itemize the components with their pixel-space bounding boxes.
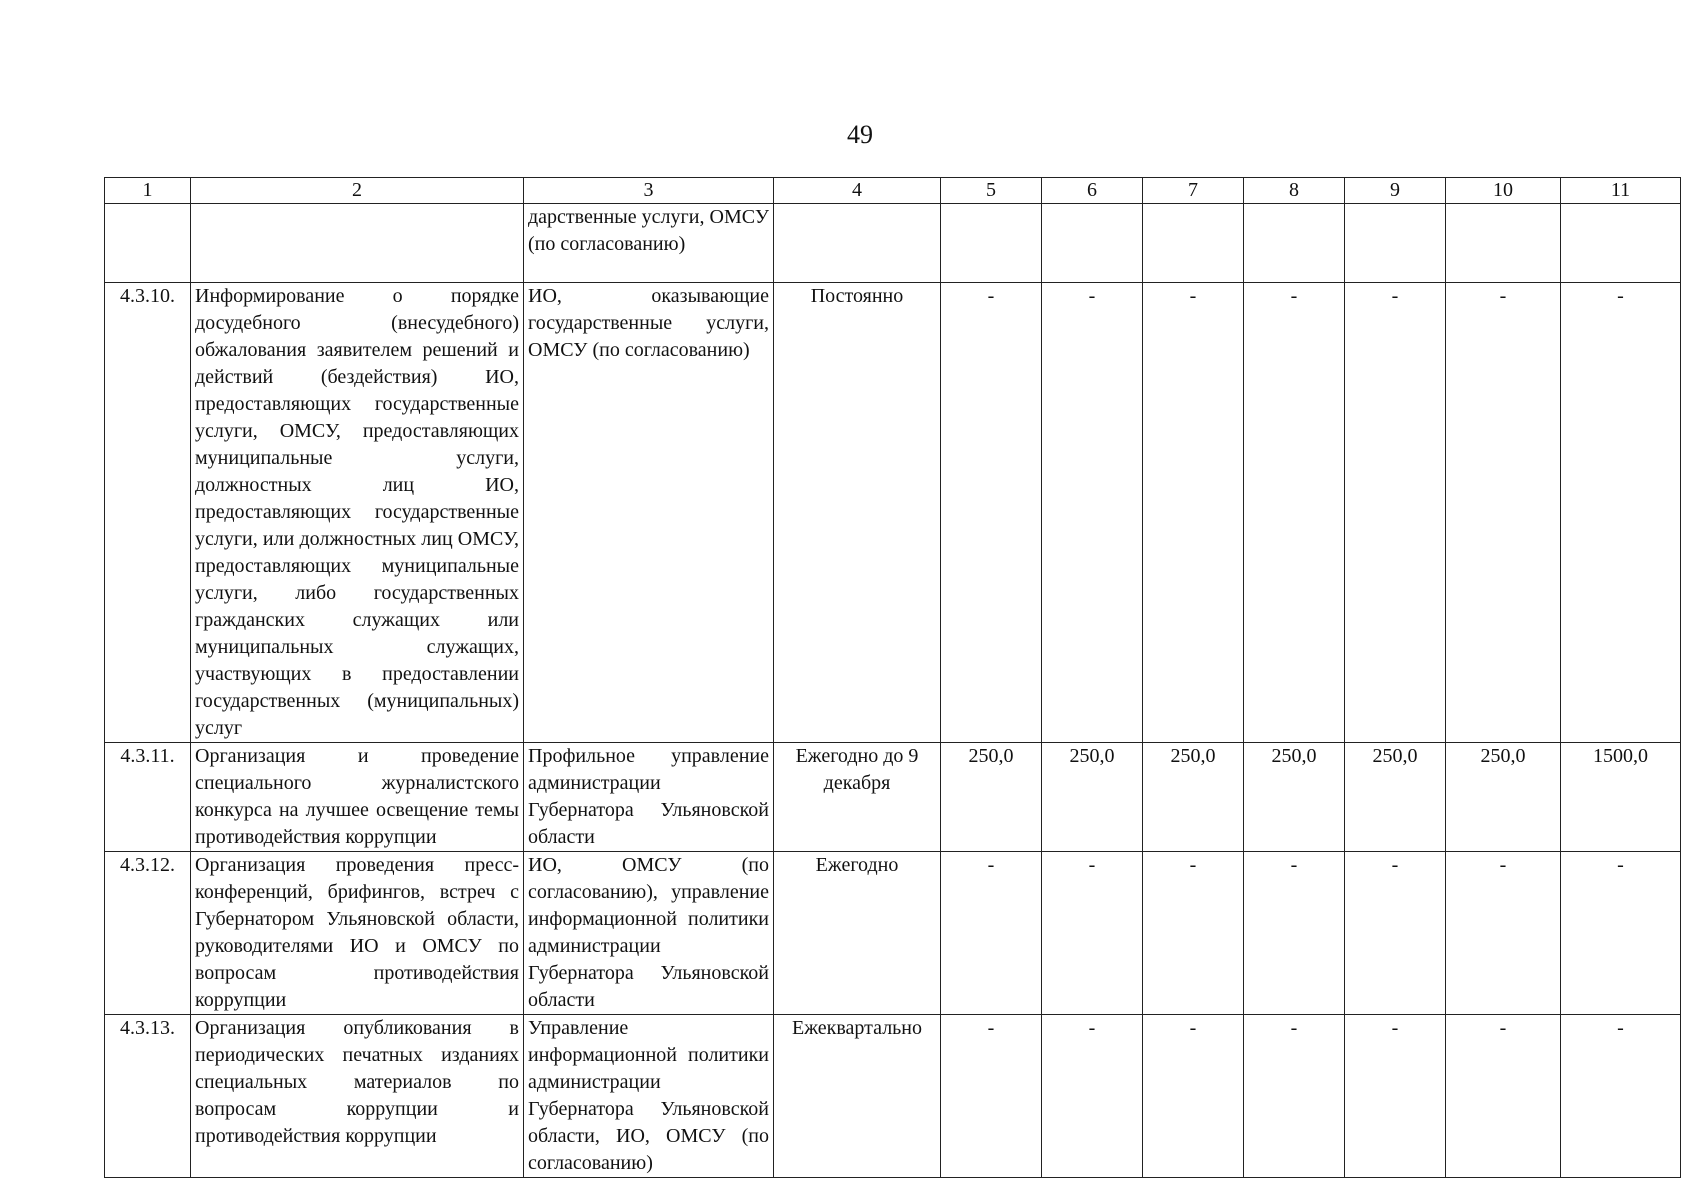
table-row xyxy=(105,1015,1681,1178)
value-cell xyxy=(1561,204,1681,283)
table-row xyxy=(105,743,1681,852)
value-cell xyxy=(1446,204,1561,283)
value-cell: - xyxy=(941,1015,1042,1178)
value-cell: - xyxy=(1446,852,1561,1015)
term-text: Постоянно xyxy=(774,283,941,743)
table-row xyxy=(105,204,1681,283)
measure-number: 4.3.10. xyxy=(105,283,191,743)
column-header: 4 xyxy=(774,178,941,204)
value-cell: - xyxy=(1561,852,1681,1015)
value-cell xyxy=(1143,204,1244,283)
value-cell: 250,0 xyxy=(941,743,1042,852)
value-cell: - xyxy=(1561,1015,1681,1178)
measure-text: Организация и проведение специального журналистского конкурса на лучшее освещение темы противодействия коррупции xyxy=(191,743,524,852)
value-cell: 250,0 xyxy=(1446,743,1561,852)
value-cell: - xyxy=(1244,1015,1345,1178)
executor-text: ИО, оказывающие государственные услуги, ОМСУ (по согласованию) xyxy=(524,283,774,743)
table-row xyxy=(105,852,1681,1015)
term-text: Ежеквартально xyxy=(774,1015,941,1178)
value-cell: 1500,0 xyxy=(1561,743,1681,852)
value-cell: 250,0 xyxy=(1143,743,1244,852)
term-text: Ежегодно до 9 декабря xyxy=(774,743,941,852)
executor-text: Управление информационной политики администрации Губернатора Ульяновской области, ИО, ОМСУ (по согласованию) xyxy=(524,1015,774,1178)
measure-number: 4.3.12. xyxy=(105,852,191,1015)
column-header: 7 xyxy=(1143,178,1244,204)
column-header: 6 xyxy=(1042,178,1143,204)
measure-number: 4.3.13. xyxy=(105,1015,191,1178)
executor-text: Профильное управление администрации Губернатора Ульяновской области xyxy=(524,743,774,852)
value-cell: - xyxy=(1446,283,1561,743)
value-cell: - xyxy=(941,852,1042,1015)
value-cell xyxy=(1345,204,1446,283)
value-cell xyxy=(941,204,1042,283)
executor-text: дарственные услуги, ОМСУ (по согласованию) xyxy=(524,204,774,283)
column-header: 9 xyxy=(1345,178,1446,204)
column-header: 1 xyxy=(105,178,191,204)
value-cell: - xyxy=(1042,283,1143,743)
executor-text: ИО, ОМСУ (по согласованию), управление информационной политики администрации Губернатора Ульяновской области xyxy=(524,852,774,1015)
measure-text: Организация опубликования в периодических печатных изданиях специальных материалов по вопросам коррупции и противодействия коррупции xyxy=(191,1015,524,1178)
value-cell: - xyxy=(1143,1015,1244,1178)
measure-text: Организация проведения пресс-конференций, брифингов, встреч с Губернатором Ульяновской области, руководителями ИО и ОМСУ по вопросам противодействия коррупции xyxy=(191,852,524,1015)
measure-number: 4.3.11. xyxy=(105,743,191,852)
value-cell: - xyxy=(941,283,1042,743)
column-header: 3 xyxy=(524,178,774,204)
measure-text: Информирование о порядке досудебного (внесудебного) обжалования заявителем решений и действий (бездействия) ИО, предоставляющих государственные услуги, ОМСУ, предоставляющих муниципальные услуги, должностных лиц ИО, предоставляющих государственные услуги, или должностных лиц ОМСУ, предоставляющих муниципальные услуги, либо государственных гражданских служащих или муниципальных служащих, участвующих в предоставлении государственных (муниципальных) услуг xyxy=(191,283,524,743)
value-cell: - xyxy=(1244,852,1345,1015)
value-cell: - xyxy=(1042,1015,1143,1178)
value-cell: - xyxy=(1345,1015,1446,1178)
value-cell xyxy=(1244,204,1345,283)
value-cell: - xyxy=(1042,852,1143,1015)
value-cell: - xyxy=(1244,283,1345,743)
value-cell: 250,0 xyxy=(1042,743,1143,852)
value-cell: - xyxy=(1345,852,1446,1015)
measure-text xyxy=(191,204,524,283)
measure-number xyxy=(105,204,191,283)
column-number-header xyxy=(105,178,1681,204)
value-cell: 250,0 xyxy=(1244,743,1345,852)
value-cell: - xyxy=(1143,852,1244,1015)
page-number: 49 xyxy=(847,120,873,149)
value-cell: - xyxy=(1446,1015,1561,1178)
column-header: 11 xyxy=(1561,178,1681,204)
term-text: Ежегодно xyxy=(774,852,941,1015)
value-cell: 250,0 xyxy=(1345,743,1446,852)
measures-table xyxy=(104,177,1681,1178)
term-text xyxy=(774,204,941,283)
column-header: 5 xyxy=(941,178,1042,204)
value-cell: - xyxy=(1345,283,1446,743)
column-header: 8 xyxy=(1244,178,1345,204)
value-cell: - xyxy=(1561,283,1681,743)
value-cell: - xyxy=(1143,283,1244,743)
value-cell xyxy=(1042,204,1143,283)
table-row xyxy=(105,283,1681,743)
column-header: 2 xyxy=(191,178,524,204)
column-header: 10 xyxy=(1446,178,1561,204)
